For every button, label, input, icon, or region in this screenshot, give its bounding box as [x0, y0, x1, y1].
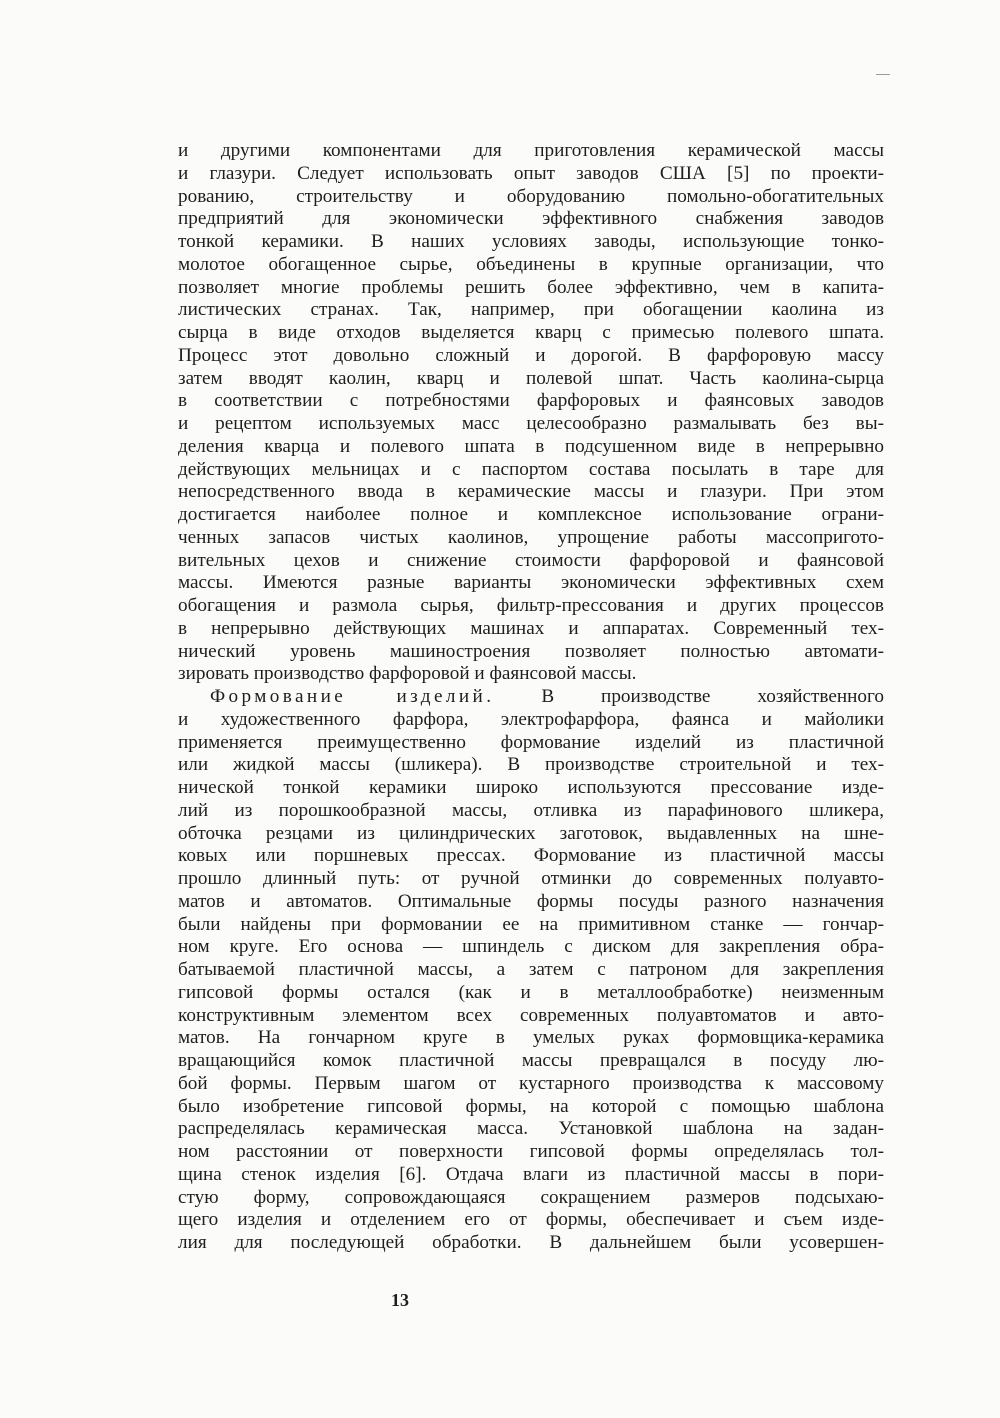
text-line: были найдены при формовании ее на примитивном станке — гончар- [178, 913, 884, 935]
text-line: ковых или поршневых прессах. Формование из пластичной массы [178, 845, 884, 867]
text-line: затем вводят каолин, кварц и полевой шпат. Часть каолина-сырца [178, 367, 884, 389]
text-line: конструктивным элементом всех современных полуавтоматов и авто- [178, 1004, 884, 1026]
text-line: прошло длинный путь: от ручной отминки до современных полуавто- [178, 868, 884, 889]
text-line: нической тонкой керамики широко используются прессование изде- [178, 777, 884, 798]
paragraph-heading-rest: В производстве хозяйственного [494, 686, 884, 707]
text-line: обогащения и размола сырья, фильтр-прессования и других процессов [178, 595, 884, 616]
text-line: применяется преимущественно формование изделий из пластичной [178, 731, 884, 753]
text-line: листических странах. Так, например, при обогащении каолина из [178, 299, 884, 321]
body-text [178, 140, 884, 1255]
text-line: действующих мельницах и с паспортом состава посылать в таре для [178, 458, 884, 480]
text-line: обточка резцами из цилиндрических заготовок, выдавленных на шне- [178, 822, 884, 844]
text-line: стую форму, сопровождающаяся сокращением размеров подсыхаю- [178, 1186, 884, 1208]
text-line: батываемой пластичной массы, а затем с патроном для закрепления [178, 959, 884, 980]
text-line: гипсовой формы остался (как и в металлообработке) неизменным [178, 981, 884, 1003]
text-line: бой формы. Первым шагом от кустарного производства к массовому [178, 1072, 884, 1094]
text-line: рованию, строительству и оборудованию помольно-обогатительных [178, 185, 884, 207]
text-line: вительных цехов и снижение стоимости фарфоровой и фаянсовой [178, 549, 884, 571]
text-line: щина стенок изделия [6]. Отдача влаги из пластичной массы в пори- [178, 1163, 884, 1185]
text-line: щего изделия и отделением его от формы, обеспечивает и съем изде- [178, 1209, 884, 1231]
text-line: вращающийся комок пластичной массы превращался в посуду лю- [178, 1050, 884, 1071]
text-line: ном круге. Его основа — шпиндель с диском для закрепления обра- [178, 936, 884, 958]
text-line: достигается наиболее полное и комплексное использование ограни- [178, 504, 884, 525]
text-line: непосредственного ввода в керамические массы и глазури. При этом [178, 481, 884, 503]
text-line: ном расстоянии от поверхности гипсовой формы определялась тол- [178, 1141, 884, 1162]
text-line: деления кварца и полевого шпата в подсушенном виде в непрерывно [178, 435, 884, 457]
text-line: предприятий для экономически эффективного снабжения заводов [178, 208, 884, 230]
paragraph-heading: Формование изделий. [210, 686, 495, 707]
text-line: и художественного фарфора, электрофарфора, фаянса и майолики [178, 708, 884, 730]
corner-mark [876, 74, 890, 75]
text-line: матов. На гончарном круге в умелых руках формовщика-керамика [178, 1027, 884, 1049]
text-line: позволяет многие проблемы решить более эффективно, чем в капита- [178, 276, 884, 298]
text-line: и другими компонентами для приготовления керамической массы [178, 140, 884, 161]
text-line: Процесс этот довольно сложный и дорогой. В фарфоровую массу [178, 344, 884, 366]
text-line: зировать производство фарфоровой и фаянсовой массы. [178, 663, 637, 685]
text-line: массы. Имеются разные варианты экономически эффективных схем [178, 572, 884, 594]
text-line: матов и автоматов. Оптимальные формы посуды разного назначения [178, 890, 884, 912]
text-line: тонкой керамики. В наших условиях заводы, использующие тонко- [178, 231, 884, 252]
text-line: и глазури. Следует использовать опыт заводов США [5] по проекти- [178, 162, 884, 184]
text-line: сырца в виде отходов выделяется кварц с примесью полевого шпата. [178, 322, 884, 343]
text-line: в непрерывно действующих машинах и аппаратах. Современный тех- [178, 617, 884, 639]
text-line: было изобретение гипсовой формы, на которой с помощью шаблона [178, 1095, 884, 1117]
text-line: или жидкой массы (шликера). В производстве строительной и тех- [178, 754, 884, 776]
paragraph-first-line [178, 686, 884, 709]
text-line: в соответствии с потребностями фарфоровых и фаянсовых заводов [178, 390, 884, 412]
text-line: молотое обогащенное сырье, объединены в крупные организации, что [178, 253, 884, 275]
text-line: ченных запасов чистых каолинов, упрощение работы массопригото- [178, 526, 884, 548]
text-line: и рецептом используемых масс целесообразно размалывать без вы- [178, 413, 884, 434]
text-line: распределялась керамическая масса. Установкой шаблона на задан- [178, 1118, 884, 1140]
page-number: 13 [391, 1290, 409, 1310]
text-line: нический уровень машиностроения позволяет полностью автомати- [178, 640, 884, 662]
text-line: лия для последующей обработки. В дальнейшем были усовершен- [178, 1232, 884, 1253]
text-line: лий из порошкообразной массы, отливка из парафинового шликера, [178, 799, 884, 821]
